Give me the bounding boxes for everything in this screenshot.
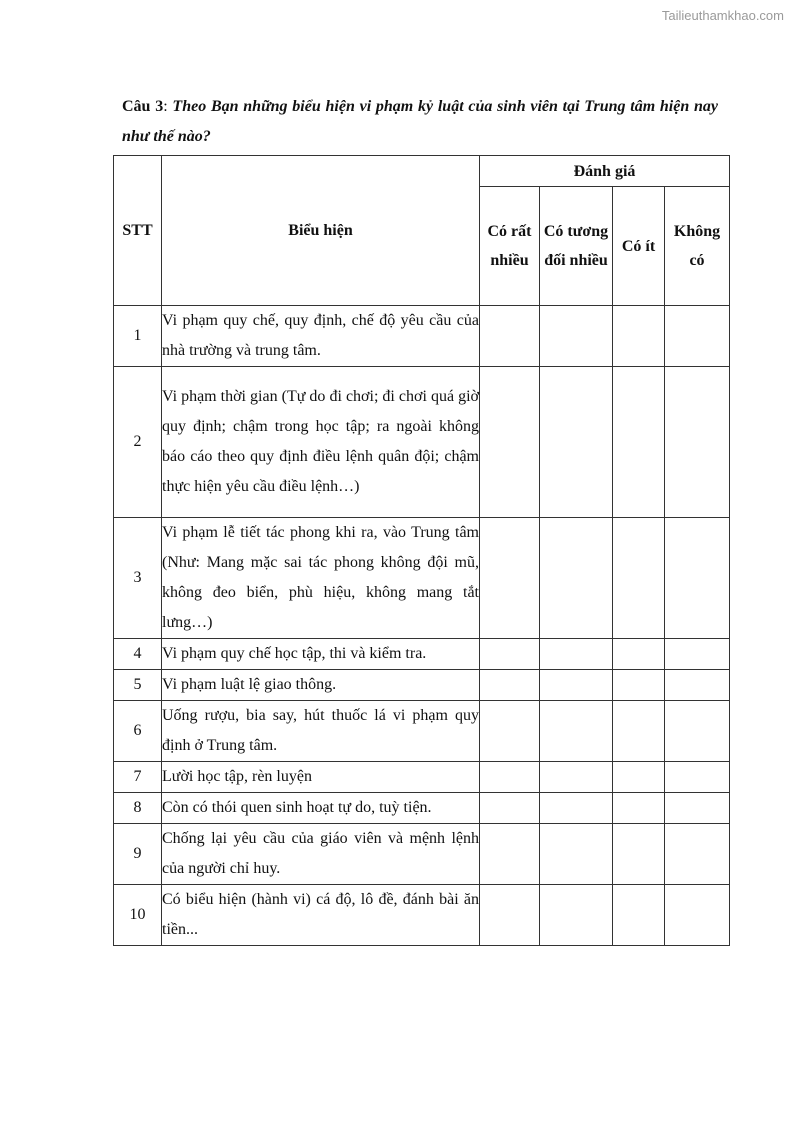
row-number: 1 [114,306,162,367]
rating-cell[interactable] [613,306,665,367]
table-row [114,306,730,367]
rating-cell[interactable] [665,824,730,885]
row-number: 8 [114,793,162,824]
header-description: Biểu hiện [162,156,480,306]
rating-cell[interactable] [613,701,665,762]
table-row [114,762,730,793]
header-evaluation: Đánh giá [480,156,730,187]
question-label: Câu 3 [122,98,164,115]
row-description: Uống rượu, bia say, hút thuốc lá vi phạm quy định ở Trung tâm. [162,701,480,762]
table-row [114,885,730,946]
rating-cell[interactable] [540,367,613,518]
row-number: 10 [114,885,162,946]
rating-cell[interactable] [665,670,730,701]
rating-cell[interactable] [665,518,730,639]
row-number: 4 [114,639,162,670]
rating-cell[interactable] [540,824,613,885]
table-row [114,793,730,824]
rating-cell[interactable] [665,367,730,518]
rating-cell[interactable] [540,793,613,824]
row-number: 2 [114,367,162,518]
rating-cell[interactable] [480,824,540,885]
header-rating-none: Không có [665,187,730,306]
row-description: Có biểu hiện (hành vi) cá độ, lô đề, đánh bài ăn tiền... [162,885,480,946]
header-stt: STT [114,156,162,306]
row-description: Vi phạm quy chế, quy định, chế độ yêu cầu của nhà trường và trung tâm. [162,306,480,367]
rating-cell[interactable] [665,762,730,793]
rating-cell[interactable] [613,885,665,946]
rating-cell[interactable] [540,670,613,701]
rating-cell[interactable] [480,701,540,762]
row-description: Vi phạm luật lệ giao thông. [162,670,480,701]
rating-cell[interactable] [480,670,540,701]
question-text [122,92,718,152]
rating-cell[interactable] [613,670,665,701]
rating-cell[interactable] [665,639,730,670]
rating-cell[interactable] [540,762,613,793]
table-row [114,518,730,639]
rating-cell[interactable] [480,762,540,793]
row-number: 9 [114,824,162,885]
rating-cell[interactable] [540,701,613,762]
survey-table [113,155,730,946]
rating-cell[interactable] [540,306,613,367]
row-description: Lười học tập, rèn luyện [162,762,480,793]
rating-cell[interactable] [613,824,665,885]
header-rating-few: Có ít [613,187,665,306]
rating-cell[interactable] [480,518,540,639]
row-description: Còn có thói quen sinh hoạt tự do, tuỳ tiện. [162,793,480,824]
row-number: 6 [114,701,162,762]
rating-cell[interactable] [613,639,665,670]
row-number: 3 [114,518,162,639]
header-rating-very-many: Có rất nhiều [480,187,540,306]
row-description: Vi phạm quy chế học tập, thi và kiểm tra. [162,639,480,670]
rating-cell[interactable] [540,885,613,946]
rating-cell[interactable] [613,762,665,793]
rating-cell[interactable] [665,793,730,824]
table-row [114,670,730,701]
table-row [114,701,730,762]
rating-cell[interactable] [480,306,540,367]
rating-cell[interactable] [665,885,730,946]
rating-cell[interactable] [665,701,730,762]
rating-cell[interactable] [613,793,665,824]
rating-cell[interactable] [480,367,540,518]
table-row [114,824,730,885]
header-rating-fairly-many: Có tương đối nhiều [540,187,613,306]
rating-cell[interactable] [480,639,540,670]
rating-cell[interactable] [480,885,540,946]
question-separator: : [163,98,173,115]
rating-cell[interactable] [540,518,613,639]
rating-cell[interactable] [613,518,665,639]
watermark: Tailieuthamkhao.com [661,8,784,23]
row-description: Chống lại yêu cầu của giáo viên và mệnh lệnh của người chỉ huy. [162,824,480,885]
row-number: 7 [114,762,162,793]
row-number: 5 [114,670,162,701]
rating-cell[interactable] [613,367,665,518]
row-description: Vi phạm thời gian (Tự do đi chơi; đi chơi quá giờ quy định; chậm trong học tập; ra ngoài không báo cáo theo quy định điều lệnh quân đội; chậm thực hiện yêu cầu điều lệnh…) [162,367,480,518]
rating-cell[interactable] [480,793,540,824]
row-description: Vi phạm lễ tiết tác phong khi ra, vào Trung tâm (Như: Mang mặc sai tác phong không đội mũ, không đeo biển, phù hiệu, không mang tắt lưng…) [162,518,480,639]
rating-cell[interactable] [665,306,730,367]
question-body: Theo Bạn những biểu hiện vi phạm kỷ luật của sinh viên tại Trung tâm hiện nay như thế nào? [122,98,719,145]
table-row [114,367,730,518]
table-row [114,639,730,670]
rating-cell[interactable] [540,639,613,670]
